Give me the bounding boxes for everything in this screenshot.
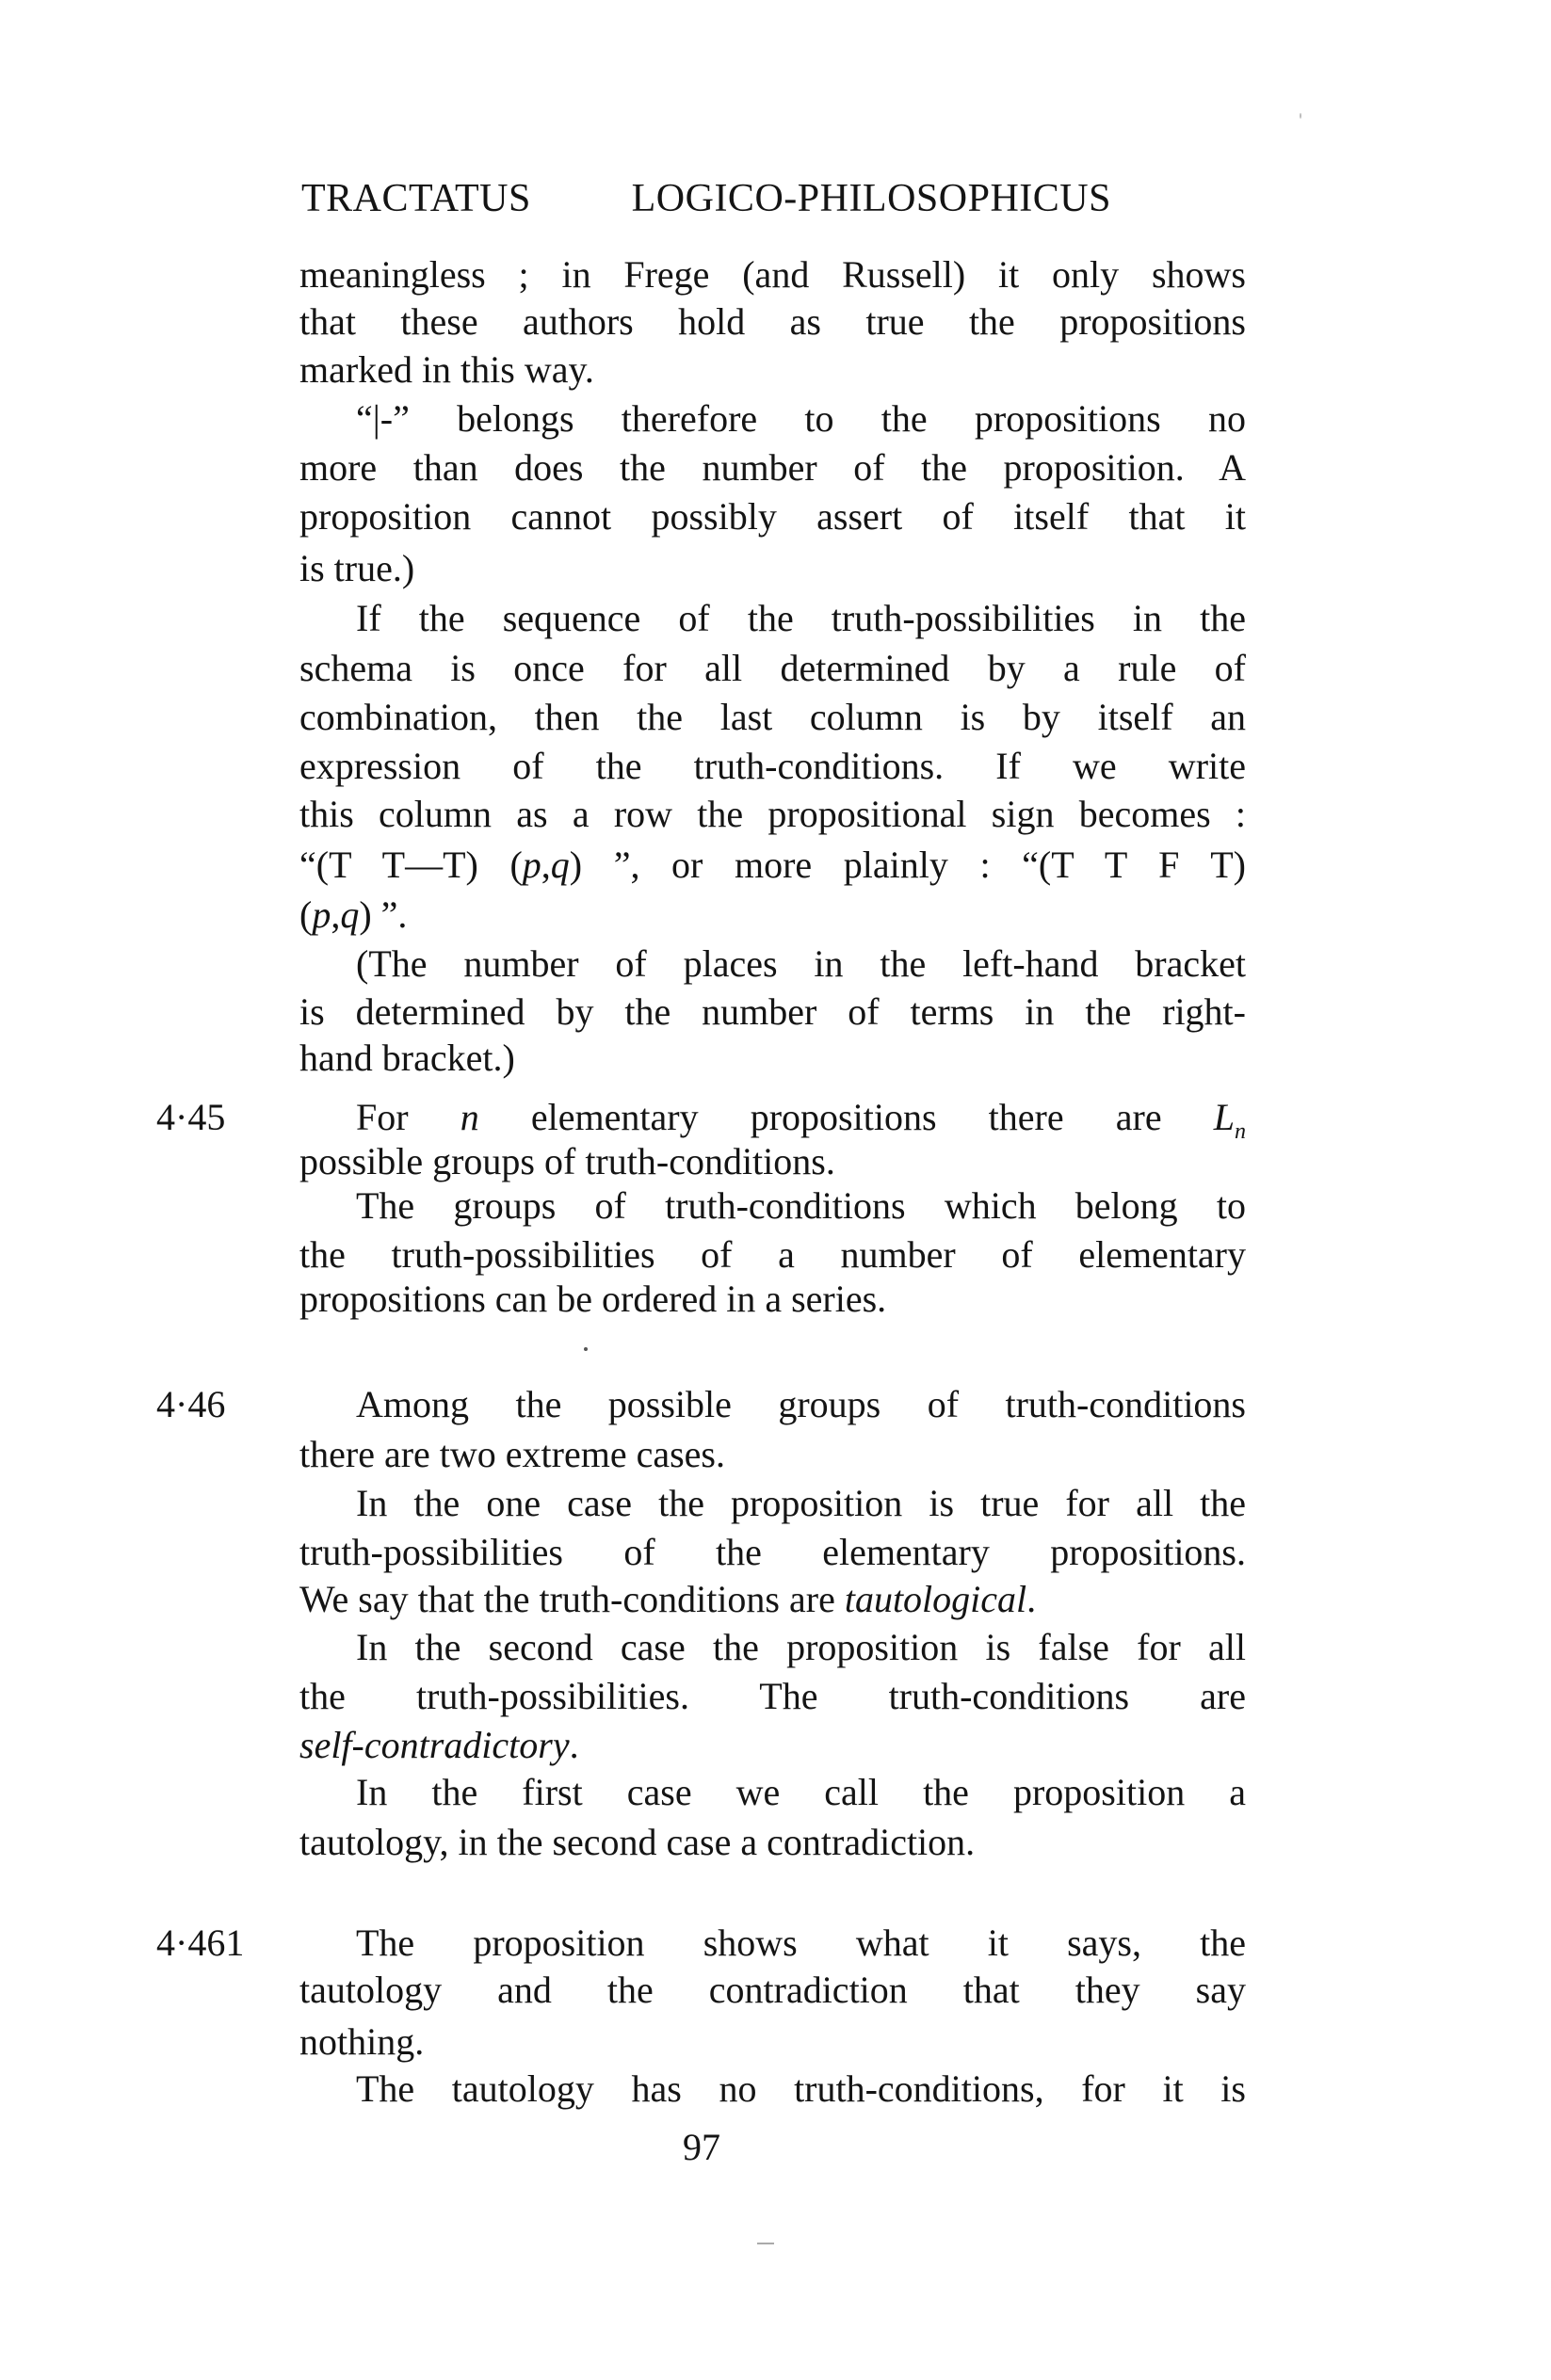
text-line: the truth-possibilities. The truth-conditions are [299, 1675, 1246, 1717]
text-line: possible groups of truth-conditions. [299, 1140, 835, 1182]
scan-speck [757, 2243, 774, 2244]
scan-speck [584, 1347, 588, 1351]
section-number: 4·45 [156, 1096, 226, 1138]
text-line: meaningless ; in Frege (and Russell) it only shows [299, 253, 1246, 296]
text-line: The tautology has no truth-conditions, for it is [356, 2067, 1246, 2110]
section-number: 4·461 [156, 1922, 245, 1964]
text-line: We say that the truth-conditions are tautological. [299, 1578, 1037, 1620]
text-line: is true.) [299, 547, 415, 589]
text-line: nothing. [299, 2020, 425, 2063]
text-line: this column as a row the propositional sign becomes : [299, 793, 1246, 835]
text-line: hand bracket.) [299, 1037, 515, 1079]
text-line: is determined by the number of terms in the right- [299, 990, 1246, 1033]
text-line: marked in this way. [299, 348, 594, 391]
text-line: schema is once for all determined by a rule of [299, 647, 1246, 689]
text-line: tautology and the contradiction that they say [299, 1969, 1246, 2011]
text-line: (The number of places in the left-hand bracket [356, 942, 1246, 985]
text-line: propositions can be ordered in a series. [299, 1278, 887, 1320]
text-line: Among the possible groups of truth-conditions [356, 1383, 1246, 1425]
text-line: “(T T—T) (p,q) ”, or more plainly : “(T T F T) [299, 844, 1247, 886]
text-line: In the one case the proposition is true for all the [356, 1482, 1246, 1524]
text-line: there are two extreme cases. [299, 1433, 725, 1475]
text-line: “|-” belongs therefore to the propositions no [356, 397, 1246, 440]
page-number: 97 [683, 2126, 720, 2168]
text-line: The proposition shows what it says, the [356, 1922, 1246, 1964]
text-line: (p,q) ”. [299, 893, 408, 936]
text-line: self-contradictory. [299, 1724, 579, 1766]
text-line: combination, then the last column is by itself an [299, 696, 1246, 738]
text-line: For n elementary propositions there are $L_n$ [356, 1096, 1246, 1144]
text-line: expression of the truth-conditions. If we write [299, 745, 1246, 787]
section-number: 4·46 [156, 1383, 226, 1425]
text-line: truth-possibilities of the elementary propositions. [299, 1531, 1246, 1573]
text-line: the truth-possibilities of a number of elementary [299, 1233, 1246, 1276]
scan-speck [1300, 113, 1301, 119]
text-line: more than does the number of the proposition. A [299, 446, 1246, 489]
text-line: If the sequence of the truth-possibilities in the [356, 597, 1246, 639]
text-line: The groups of truth-conditions which belong to [356, 1184, 1246, 1227]
text-line: In the second case the proposition is false for all [356, 1626, 1246, 1668]
text-line: that these authors hold as true the propositions [299, 300, 1246, 343]
running-header: TRACTATUS LOGICO-PHILOSOPHICUS [301, 177, 1111, 220]
text-line: tautology, in the second case a contradiction. [299, 1821, 976, 1863]
text-line: In the first case we call the proposition a [356, 1771, 1246, 1813]
text-line: proposition cannot possibly assert of itself that it [299, 495, 1246, 538]
